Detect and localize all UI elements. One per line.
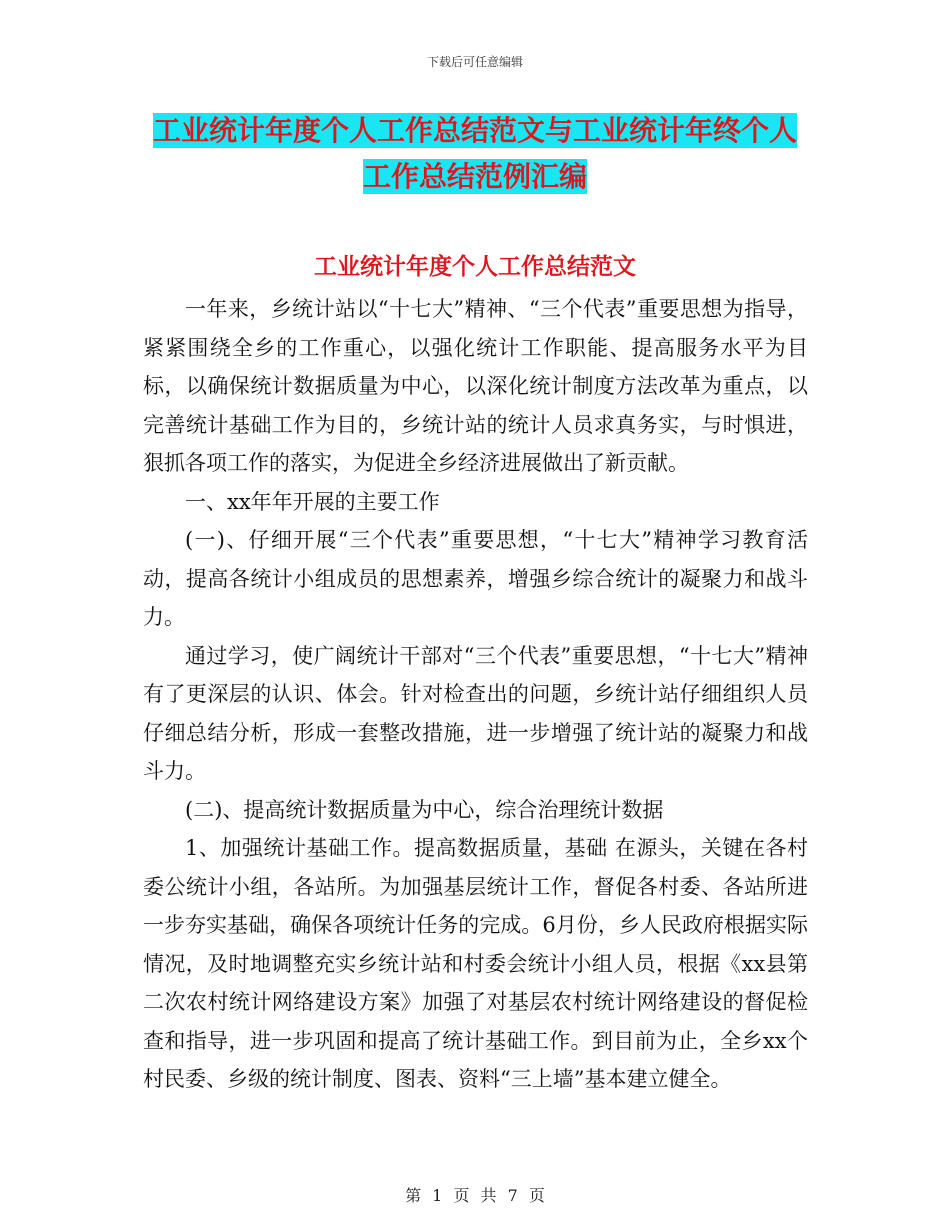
paragraph: 1、加强统计基础工作。提高数据质量，基础 在源头，关键在各村委公统计小组，各站所。为加强基层统计工作，督促各村委、各站所进一步夯实基础，确保各项统计任务的完成。6月份，乡人民政府根据实际情况，及时地调整充实乡统计站和村委会统计小组人员，根据《xx县第二次农村统计网络建设方案》加强了对基层农村统计网络建设的督促检查和指导，进一步巩固和提高了统计基础工作。到目前为止，全乡xx个村民委、乡级的统计制度、图表、资料“三上墙”基本建立健全。 — [143, 836, 808, 1091]
section-title: 工业统计年度个人工作总结范文 — [314, 254, 636, 280]
body-text — [143, 290, 808, 1099]
document-title — [140, 108, 810, 200]
paragraph: (一)、仔细开展“三个代表”重要思想，“十七大”精神学习教育活动，提高各统计小组成员的思想素养，增强乡综合统计的凝聚力和战斗力。 — [143, 528, 808, 629]
paragraph: 一、xx年年开展的主要工作 — [185, 489, 440, 514]
paragraph: 通过学习，使广阔统计干部对“三个代表”重要思想，“十七大”精神有了更深层的认识、体会。针对检查出的问题，乡统计站仔细组织人员仔细总结分析，形成一套整改措施，进一步增强了统计站的凝聚力和战斗力。 — [143, 643, 808, 783]
document-title-line-1: 工业统计年度个人工作总结范文与工业统计年终个人 — [152, 114, 797, 147]
page-footer: 第 1 页 共 7 页 — [405, 1186, 545, 1205]
paragraph: 一年来，乡统计站以“十七大”精神、“三个代表”重要思想为指导，紧紧围绕全乡的工作重心，以强化统计工作职能、提高服务水平为目标，以确保统计数据质量为中心，以深化统计制度方法改革为重点，以完善统计基础工作为目的，乡统计站的统计人员求真务实，与时惧进，狠抓各项工作的落实，为促进全乡经济进展做出了新贡献。 — [143, 297, 808, 475]
document-title-line-2: 工作总结范例汇编 — [362, 160, 587, 193]
paragraph: (二)、提高统计数据质量为中心，综合治理统计数据 — [185, 797, 664, 822]
header-note: 下载后可任意编辑 — [426, 55, 523, 69]
